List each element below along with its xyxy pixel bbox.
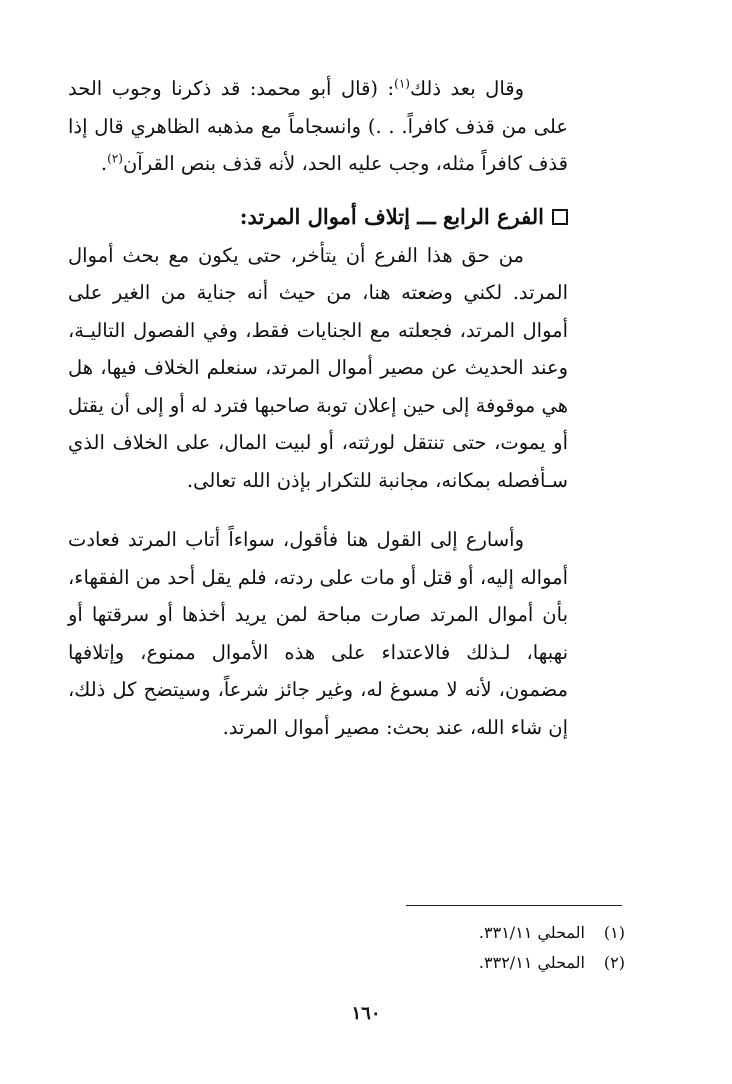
intro-text-3: .	[100, 152, 108, 175]
intro-paragraph	[68, 70, 568, 183]
square-bullet-icon	[552, 209, 568, 225]
section-heading	[68, 197, 568, 237]
footnote-2	[300, 948, 625, 978]
paragraph-spacer	[68, 499, 568, 521]
footnote-divider	[406, 905, 622, 906]
intro-text-2: : (قال أبو محمد: قد ذكرنا وجوب الحد على من قذف كافراً. . .) وانسجاماً مع مذهبه الظاهري قال إذا قذف كافراً مثله، وجب عليه الحد، لأنه قذف بنص القرآن	[68, 77, 568, 175]
footnote-ref-1[interactable]: (١)	[394, 76, 410, 91]
body-paragraph-1: من حق هذا الفرع أن يتأخر، حتى يكون مع بحث أموال المرتد. لكني وضعته هنا، من حيث أنه جناية من الغير على أموال المرتد، فجعلته مع الجنايات فقط، وفي الفصول التاليـة، وعند الحديث عن مصير أموال المرتد، سنعلم الخلاف فيها، هل هي موقوفة إلى حين إعلان توبة صاحبها فترد له أو إلى أن يقتل أو يموت، حتى تنتقل لورثته، أو لبيت المال، على الخلاف الذي سـأفصله بمكانه، مجانبة للتكرار بإذن الله تعالى.	[68, 243, 568, 492]
footnotes	[300, 918, 625, 978]
body-paragraph-2: وأسارع إلى القول هنا فأقول، سواءاً أتاب المرتد فعادت أمواله إليه، أو قتل أو مات على ردته، فلم يقل أحد من الفقهاء، بأن أموال المرتد صارت مباحة لمن يريد أخذها أو سرقتها أو نهبها، لـذلك فالاعتداء على هذه الأموال ممنوع، وإتلافها مضمون، لأنه لا مسوغ له، وغير جائز شرعاً، وسيتضح كل ذلك، إن شاء الله، عند بحث: مصير أموال المرتد.	[68, 528, 568, 739]
footnote-text: المحلي ٣٣٢/١١.	[478, 953, 585, 972]
footnote-number: (١)	[603, 923, 625, 942]
footnote-ref-2[interactable]: (٢)	[107, 151, 123, 166]
section-heading-text: الفرع الرابع ـــ إتلاف أموال المرتد:	[239, 203, 544, 229]
footnote-1	[300, 918, 625, 948]
footnote-number: (٢)	[603, 953, 625, 972]
footnote-text: المحلي ٣٣١/١١.	[478, 923, 585, 942]
main-text	[68, 70, 568, 746]
intro-text-1: وقال بعد ذلك	[409, 77, 525, 100]
page-number: ١٦٠	[351, 1003, 381, 1024]
